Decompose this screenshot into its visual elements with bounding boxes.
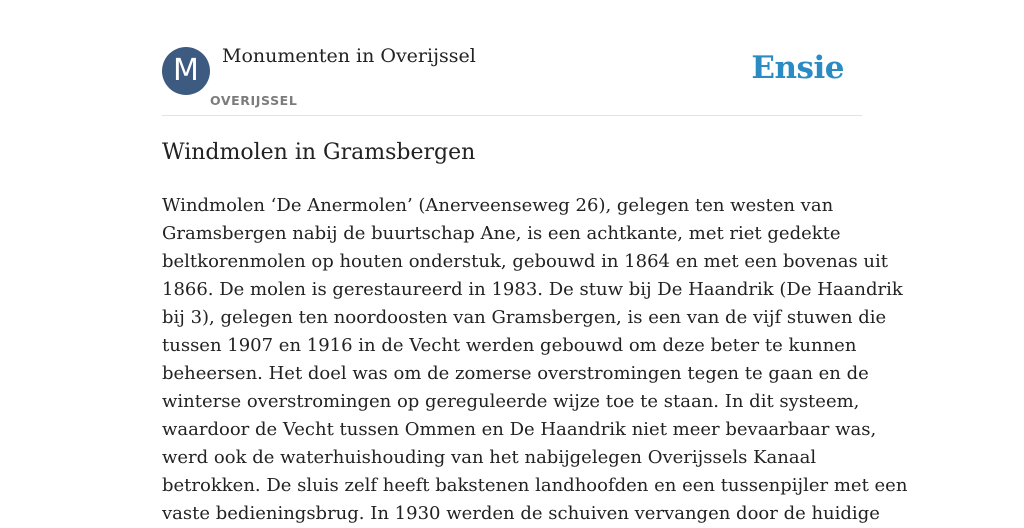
article-line: bij 3), gelegen ten noordoosten van Gramsbergen, is een van de vijf stuwen die [162, 307, 887, 328]
article-line: beheersen. Het doel was om de zomerse overstromingen tegen te gaan en de [162, 363, 869, 384]
article-line: werd ook de waterhuishouding van het nabijgelegen Overijssels Kanaal [162, 447, 817, 468]
category-link[interactable]: OVERIJSSEL [210, 93, 298, 108]
article-line: winterse overstromingen op gereguleerde wijze toe te staan. In dit systeem, [162, 391, 860, 412]
article-line: 1866. De molen is gerestaureerd in 1983. De stuw bij De Haandrik (De Haandrik [162, 279, 903, 300]
article-body [162, 192, 908, 528]
collection-title-link[interactable]: Monumenten in Overijssel [222, 45, 476, 67]
article-line: beltkorenmolen op houten onderstuk, gebouwd in 1864 en met een bovenas uit [162, 251, 889, 272]
article-line: betrokken. De sluis zelf heeft bakstenen landhoofden en een tussenpijler met een [162, 475, 908, 496]
article-line: waardoor de Vecht tussen Ommen en De Haandrik niet meer bevaarbaar was, [162, 419, 877, 440]
ensie-logo[interactable]: Ensie [751, 50, 844, 86]
header [162, 0, 862, 116]
article-line: Gramsbergen nabij de buurtschap Ane, is een achtkante, met riet gedekte [162, 223, 841, 244]
article-line: tussen 1907 en 1916 in de Vecht werden gebouwd om deze beter te kunnen [162, 335, 857, 356]
article-line: Windmolen ‘De Anermolen’ (Anerveenseweg 26), gelegen ten westen van [162, 195, 834, 216]
page [162, 0, 908, 524]
article-line: vaste bedieningsbrug. In 1930 werden de schuiven vervangen door de huidige [162, 503, 880, 524]
article-title: Windmolen in Gramsbergen [162, 140, 476, 165]
avatar[interactable]: M [162, 47, 210, 95]
